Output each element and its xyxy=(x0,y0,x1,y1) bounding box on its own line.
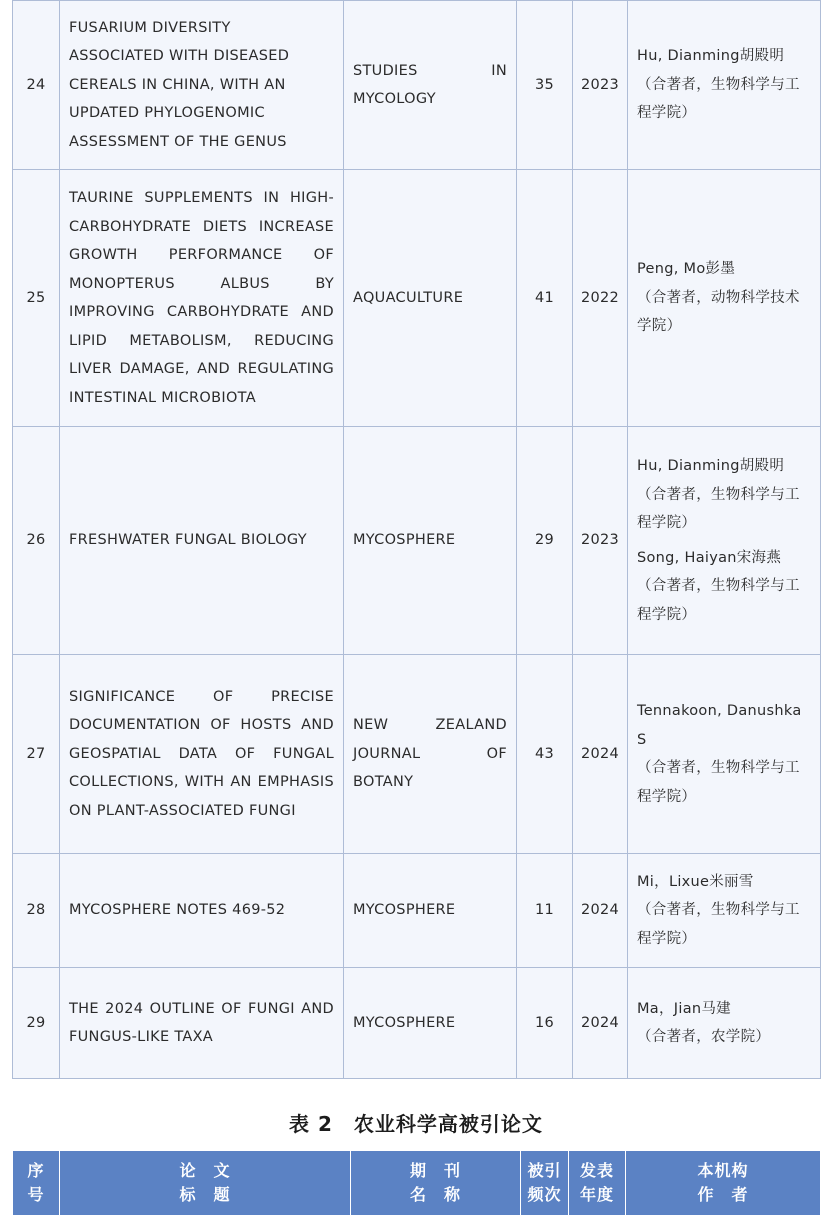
author-entry xyxy=(637,697,811,811)
paper-title: TAURINE SUPPLEMENTS IN HIGH-CARBOHYDRATE DIETS INCREASE GROWTH PERFORMANCE OF MONOPTERUS ALBUS BY IMPROVING CARBOHYDRATE AND LIPID METABOLISM, REDUCING LIVER DAMAGE, AND REGULATING INTESTINAL MICROBIOTA xyxy=(60,170,344,427)
publication-year: 2024 xyxy=(573,655,628,854)
journal-name: STUDIES IN MYCOLOGY xyxy=(344,1,517,170)
header-line: 发表 xyxy=(579,1161,614,1180)
publication-year: 2024 xyxy=(573,854,628,968)
publication-year: 2024 xyxy=(573,968,628,1079)
table-row xyxy=(13,854,821,968)
header-line: 被引 xyxy=(527,1161,562,1180)
citation-count: 11 xyxy=(517,854,573,968)
journal-name: AQUACULTURE xyxy=(344,170,517,427)
table-row xyxy=(13,655,821,854)
citation-count: 35 xyxy=(517,1,573,170)
paper-title: MYCOSPHERE NOTES 469-52 xyxy=(60,854,344,968)
author-affiliation: （合著者，动物科学技术学院） xyxy=(637,289,800,335)
publication-year: 2023 xyxy=(573,427,628,655)
publication-year: 2022 xyxy=(573,170,628,427)
author-entry xyxy=(637,868,811,954)
author-entry xyxy=(637,544,811,630)
table-row xyxy=(13,1,821,170)
row-number: 25 xyxy=(13,170,60,427)
title-line: UPDATED PHYLOGENOMIC xyxy=(69,105,265,122)
author-affiliation: （合著者，农学院） xyxy=(637,1029,771,1045)
author-name: Peng, Mo彭墨 xyxy=(637,261,736,278)
author-affiliation: （合著者，生物科学与工程学院） xyxy=(637,578,800,623)
agricultural-papers-table-header xyxy=(12,1150,821,1216)
author-entry xyxy=(637,42,811,128)
journal-name: NEW ZEALAND JOURNAL OF BOTANY xyxy=(344,655,517,854)
title-line: FUSARIUM DIVERSITY xyxy=(69,19,231,36)
row-number: 24 xyxy=(13,1,60,170)
row-number: 27 xyxy=(13,655,60,854)
header-line: 本机构 xyxy=(697,1161,749,1180)
author-affiliation: （合著者，生物科学与工程学院） xyxy=(637,76,800,122)
table-caption: 表 2 农业科学高被引论文 xyxy=(289,1112,543,1136)
title-line: ASSESSMENT OF THE GENUS xyxy=(69,133,287,150)
title-line: CEREALS IN CHINA, WITH AN xyxy=(69,76,286,93)
header-citations xyxy=(521,1151,569,1216)
paper-title xyxy=(60,1,344,170)
author-name: Tennakoon, Danushka S xyxy=(637,703,802,748)
citation-count: 29 xyxy=(517,427,573,655)
header-title xyxy=(60,1151,351,1216)
row-number: 29 xyxy=(13,968,60,1079)
header-number xyxy=(13,1151,60,1216)
author-entry xyxy=(637,255,811,341)
header-author xyxy=(626,1151,821,1216)
paper-title: SIGNIFICANCE OF PRECISE DOCUMENTATION OF HOSTS AND GEOSPATIAL DATA OF FUNGAL COLLECTIONS, WITH AN EMPHASIS ON PLANT-ASSOCIATED FUNGI xyxy=(60,655,344,854)
author-affiliation: （合著者，生物科学与工程学院） xyxy=(637,486,800,531)
header-year xyxy=(569,1151,626,1216)
row-number: 26 xyxy=(13,427,60,655)
institution-authors xyxy=(628,427,821,655)
title-line: ASSOCIATED WITH DISEASED xyxy=(69,48,290,65)
header-line: 年度 xyxy=(579,1185,614,1204)
paper-title: FRESHWATER FUNGAL BIOLOGY xyxy=(60,427,344,655)
header-line: 频次 xyxy=(527,1185,562,1204)
citation-count: 16 xyxy=(517,968,573,1079)
header-line: 论 文 xyxy=(179,1161,231,1180)
author-name: Ma，Jian马建 xyxy=(637,1000,731,1017)
header-line: 标 题 xyxy=(179,1185,231,1204)
journal-name: MYCOSPHERE xyxy=(344,854,517,968)
author-name: Song, Haiyan宋海燕 xyxy=(637,549,782,566)
header-line: 期 刊 xyxy=(409,1161,461,1180)
table-row xyxy=(13,968,821,1079)
table-row xyxy=(13,427,821,655)
highly-cited-papers-table xyxy=(12,0,821,1079)
institution-authors xyxy=(628,170,821,427)
institution-authors xyxy=(628,1,821,170)
author-name: Mi，Lixue米丽雪 xyxy=(637,873,754,890)
institution-authors xyxy=(628,968,821,1079)
author-affiliation: （合著者，生物科学与工程学院） xyxy=(637,902,800,947)
publication-year: 2023 xyxy=(573,1,628,170)
author-entry xyxy=(637,452,811,538)
institution-authors xyxy=(628,655,821,854)
header-line: 名 称 xyxy=(409,1185,461,1204)
author-name: Hu, Dianming胡殿明 xyxy=(637,48,785,65)
citation-count: 41 xyxy=(517,170,573,427)
institution-authors xyxy=(628,854,821,968)
author-entry xyxy=(637,995,811,1052)
header-line: 作 者 xyxy=(697,1185,749,1204)
journal-name: MYCOSPHERE xyxy=(344,427,517,655)
header-row xyxy=(13,1151,821,1216)
header-line: 序 xyxy=(27,1161,45,1180)
author-affiliation: （合著者，生物科学与工程学院） xyxy=(637,760,800,805)
row-number: 28 xyxy=(13,854,60,968)
paper-title: THE 2024 OUTLINE OF FUNGI AND FUNGUS-LIKE TAXA xyxy=(60,968,344,1079)
citation-count: 43 xyxy=(517,655,573,854)
table-row xyxy=(13,170,821,427)
journal-name: MYCOSPHERE xyxy=(344,968,517,1079)
header-line: 号 xyxy=(27,1185,45,1204)
author-name: Hu, Dianming胡殿明 xyxy=(637,458,785,474)
header-journal xyxy=(351,1151,521,1216)
